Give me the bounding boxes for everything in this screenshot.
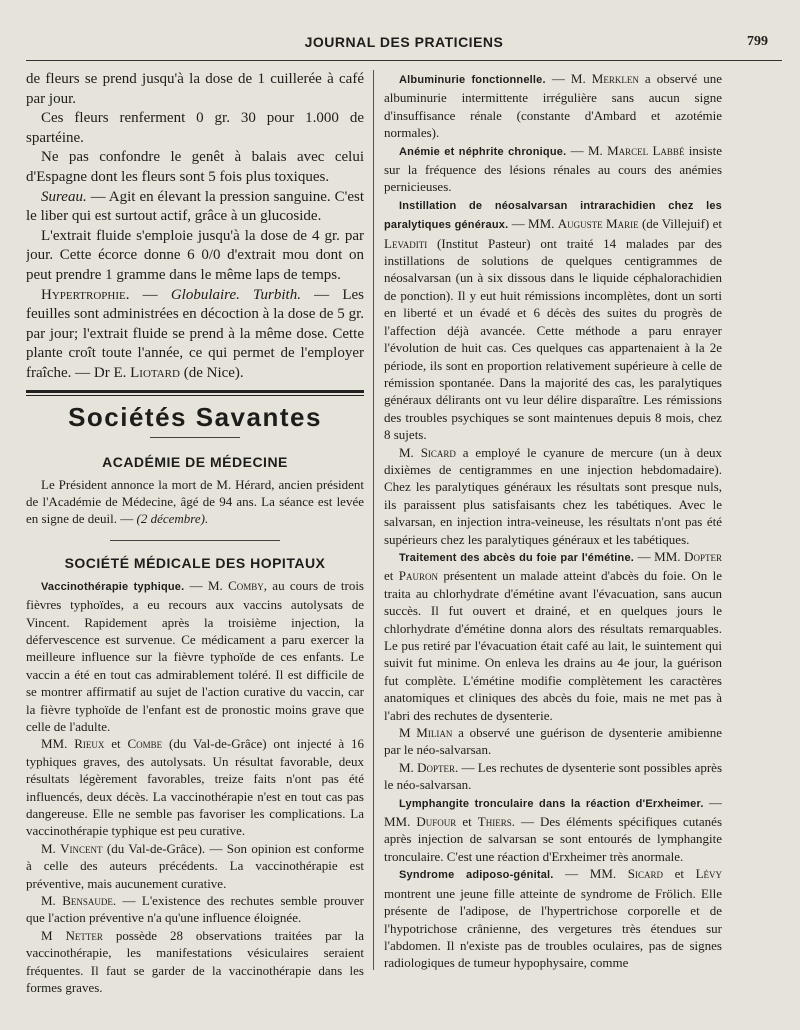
lymph-title: Lymphangite tronculaire dans la réaction d'Erxheimer. [399, 797, 704, 810]
page-number: 799 [747, 34, 768, 49]
academie-text: Le Président annonce la mort de M. Hérard, ancien président de l'Académie de Médecine, âgé de 94 ans. La séance est levée en signe de deuil. — [26, 476, 364, 527]
academie-section [26, 476, 364, 528]
vacc-text: , au cours de trois fièvres typhoïdes, a eu recours aux vaccins autolysats de Vincent. Rapidement après la troisième injection, la défervescence est survenue. Ce médicament a paru exercer la meilleure influence sur la fièvre typhoïde de ces enfants. Le vaccin a été en tout cas admirablement toléré. Il est difficile de se montrer affirmatif au sujet de l'action curative du vaccin, car la fièvre typhoïde de l'enfant est de pronostic moins grave que celle de l'adulte. [26, 577, 364, 734]
anemie-title: Anémie et néphrite chronique. [399, 145, 567, 158]
hypertrophie-text: — Les feuilles sont administrées en décoction à la dose de 5 gr. par jour; l'extrait fluide se prend à la même dose. Cette plante croît toute l'année, ce qui permet de l'employer fraîche. — Dr E. [26, 286, 364, 381]
instill-author2: Levaditi [384, 235, 428, 251]
rieux-and: et [104, 736, 128, 752]
vincent-text: (du Val-de-Grâce). — Son opinion est conforme à celle des auteurs précédents. La vaccinothérapie est préventive, mais aucunement curative. [26, 840, 364, 891]
academie-paragraph [26, 476, 364, 528]
right-column [384, 70, 722, 972]
anemie-author: Marcel Labbé [607, 142, 685, 158]
vincent-author: Vincent [60, 840, 103, 856]
lymph-author1: Dufour [416, 814, 457, 830]
paragraph-sureau [26, 188, 364, 227]
rieux-author1: Rieux [74, 736, 105, 752]
anemie-dash: — M. [566, 142, 608, 158]
vincent-paragraph [26, 840, 364, 892]
milian-pre: M [399, 725, 417, 741]
anemie-paragraph [384, 142, 722, 196]
bensaude-pre: M. [41, 893, 63, 909]
hopitaux-heading: SOCIÉTÉ MÉDICALE DES HOPITAUX [64, 554, 326, 571]
netter-pre: M [41, 927, 66, 943]
section-rule [110, 540, 280, 541]
dopter-pre: M. [399, 759, 418, 775]
netter-text: possède 28 observations traitées par la vaccinothérapie, les manifestations vésiculaires seraient fréquentes. Il faut se garder de la vaccinothérapie dans les formes graves. [26, 927, 364, 996]
alb-dash: — M. [545, 71, 592, 86]
section-divider [26, 390, 364, 396]
bensaude-author: Bensaude [62, 893, 113, 909]
lymph-text: . — Des éléments spécifiques cutanés après injection de salvarsan se sont entourés de lymphangite tronculaire. C'est une réaction d'Erxheimer très anormale. [384, 814, 722, 864]
bensaude-paragraph [26, 892, 364, 927]
synd-and: et [662, 866, 696, 882]
lymphangite-paragraph [384, 794, 722, 866]
vacc-dash: — M. [184, 577, 229, 593]
societes-savantes-heading: Sociétés Savantes [68, 401, 322, 432]
instillation-paragraph [384, 196, 722, 444]
journal-title: JOURNAL DES PRATICIENS [304, 34, 504, 50]
left-column [26, 70, 364, 996]
lymph-dash: — MM. [384, 794, 722, 830]
instill-text: (Institut Pasteur) ont traité 14 malades par des instillations de solutions de quelques centigrammes de néosalvarsan (un à six dissous dans le liquide céphalorachidien de ponction). Il y eut huit rémissions incomplètes, dont un sorti en liberté et un évadé et 6 décès des suites du progrès de l'affection déjà avancée. Cette méthode a paru enrayer l'évolution de huit cas. Ces quelques cas appartenaient à la 2e période, ils sont en proportion relativement supérieure à celle de rémission spontanée. Dans la majorité des cas, les paralytiques généraux délirants ont vu leur délire disparaître. Les rémissions des troubles psychiques se sont maintenues depuis 8 mois, chez 8 sujets. [384, 235, 722, 443]
signature-name: Liotard [130, 364, 180, 381]
signature-place: (de Nice). [179, 364, 244, 381]
instill-title: Instillation de néosalvarsan intrarachidien chez les paralytiques généraux. [384, 199, 722, 232]
abces-and: et [384, 568, 399, 584]
sureau-text: — Agit en élevant la pression sanguine. C'est le liber qui est surtout actif, grâce à un glucoside. [26, 188, 364, 225]
vacc-paragraph [26, 577, 364, 736]
column-divider [373, 70, 374, 970]
sicard-text: a employé le cyanure de mercure (un à deux dixièmes de centigrammes en une injection hebdomadaire). Chez les paralytiques généraux les résultats sont presque nuls, ils paraissent plus satisfaisants chez les tabétiques. Avec le salvarsan, en injection intra-veineuse, les résultats n'ont pas été supérieurs chez les paralytiques généraux et les tabétiques. [384, 444, 722, 547]
milian-text: a observé une guérison de dysenterie amibienne par le néo-salvarsan. [384, 725, 722, 758]
rieux-paragraph [26, 735, 364, 839]
netter-author: Netter [65, 927, 103, 943]
abces-paragraph [384, 548, 722, 724]
academie-heading: ACADÉMIE DE MÉDECINE [102, 453, 288, 470]
synd-text: montrent une jeune fille atteinte de syndrome de Frölich. Elle présente de l'adipose, de l'hypertrichose corporelle et de l'hypotrichose crânienne, des vergetures très étendues sur l'abdomen. Il n'existe pas de troubles oculaires, pas de signes radiologiques de tumeur hypophysaire, comme [384, 885, 722, 971]
lymph-and: et [456, 814, 478, 830]
running-header [26, 34, 782, 56]
abces-author2: Pauron [398, 568, 438, 584]
syndrome-paragraph [384, 865, 722, 971]
hypertrophie-plants: Globulaire. Turbith. [170, 286, 301, 303]
instill-mid: (de Villejuif) et [638, 216, 722, 232]
synd-author2: Lévy [695, 866, 722, 882]
rieux-author2: Combe [127, 736, 163, 752]
albuminurie-paragraph [384, 70, 722, 142]
vincent-pre: M. [41, 840, 61, 856]
instill-author1: Auguste Marie [557, 216, 639, 232]
abces-title: Traitement des abcès du foie par l'émétine. [399, 551, 635, 564]
lymph-author2: Thiers [477, 814, 512, 830]
dopter-paragraph [384, 759, 722, 794]
sicard-author: Sicard [420, 444, 456, 460]
herbal-remedies-section [26, 70, 364, 384]
alb-text: a observé une albuminurie intermittente irrégulière sans aucun signe d'insuffisance rénale (constante d'Ambard et azotémie normales). [384, 71, 722, 141]
paragraph-dose: de fleurs se prend jusqu'à la dose de 1 cuillerée à café par jour. [26, 71, 364, 107]
sicard-pre: M. [399, 444, 421, 460]
vacc-title: Vaccinothérapie typhique. [41, 580, 185, 593]
abces-author1: Dopter [684, 548, 722, 564]
paragraph-sparteine: Ces fleurs renferment 0 gr. 30 pour 1.000 de spartéine. [26, 110, 364, 146]
vacc-author: Comby [228, 577, 264, 593]
synd-title: Syndrome adiposo-génital. [399, 869, 554, 882]
synd-author1: Sicard [627, 866, 663, 882]
abces-dash: — MM. [634, 548, 685, 564]
rieux-text: (du Val-de-Grâce) ont injecté à 16 typhiques graves, des autolysats. Un résultat favorable, deux résultats légèrement favorables, treize faits n'ont pas été influencés, deux décès. La vaccinothérapie n'est en tout cas pas dangereuse. Elle ne semble pas favoriser les complications. La vaccinothérapie typhique est peu curative. [26, 736, 364, 839]
paragraph-extrait: L'extrait fluide s'emploie jusqu'à la dose de 4 gr. par jour. Cette écorce donne 6 0/0 d'extrait mou dont on peut prendre 1 gramme dans le même laps de temps. [26, 227, 364, 283]
heading-underline [150, 437, 240, 438]
synd-dash: — MM. [553, 866, 628, 882]
sicard-paragraph [384, 444, 722, 548]
alb-author: Merklen [591, 71, 639, 86]
hypertrophie-label: Hypertrophie. [41, 286, 130, 303]
milian-author: Milian [416, 725, 453, 741]
netter-paragraph [26, 927, 364, 997]
dopter-text: . — Les rechutes de dysenterie sont possibles après le néo-salvarsan. [384, 759, 722, 793]
abces-text: présentent un malade atteint d'abcès du foie. On le traita au chlorhydrate d'émétine avant l'évacuation, sans aucun succès. Il fut ouvert et drainé, et en quelques jours le chlorhydrate d'émétine donna alors des résultats remarquables. Le pus retiré par l'évacuation était café au lait, le suintement qui suivit fut minime. On enleva les drains au 4e jour, la guérison fut complète. L'émétine modifie complètement les caractères anatomiques et cliniques des abcès du foie, mais ne met pas à l'abri des rechutes de dysenterie. [384, 568, 722, 723]
alb-title: Albuminurie fonctionnelle. [399, 74, 546, 86]
academie-date: (2 décembre). [136, 511, 209, 527]
dopter-author: Dopter [417, 759, 455, 775]
rieux-pre: MM. [41, 736, 75, 752]
anemie-text: insiste sur la fréquence des lésions rénales au cours des anémies pernicieuses. [384, 142, 722, 195]
bensaude-text: . — L'existence des rechutes semble prouver que l'action préventive n'a qu'une influence éloignée. [26, 893, 364, 926]
milian-paragraph [384, 724, 722, 759]
hopitaux-section [26, 577, 364, 997]
sureau-label: Sureau. [41, 188, 87, 205]
instill-dash: — MM. [508, 216, 558, 232]
paragraph-genet: Ne pas confondre le genêt à balais avec celui d'Espagne dont les fleurs sont 5 fois plus toxiques. [26, 149, 364, 185]
header-rule [26, 60, 782, 61]
paragraph-hypertrophie: Hypertrophie. — Globulaire. Turbith. — Les feuilles sont administrées en décoction à la dose de 5 gr. par jour; l'extrait fluide se prend à la même dose. Cette plante croît toute l'année, ce qui permet de l'employer fraîche. — Dr E. Liotard (de Nice). [26, 286, 364, 381]
